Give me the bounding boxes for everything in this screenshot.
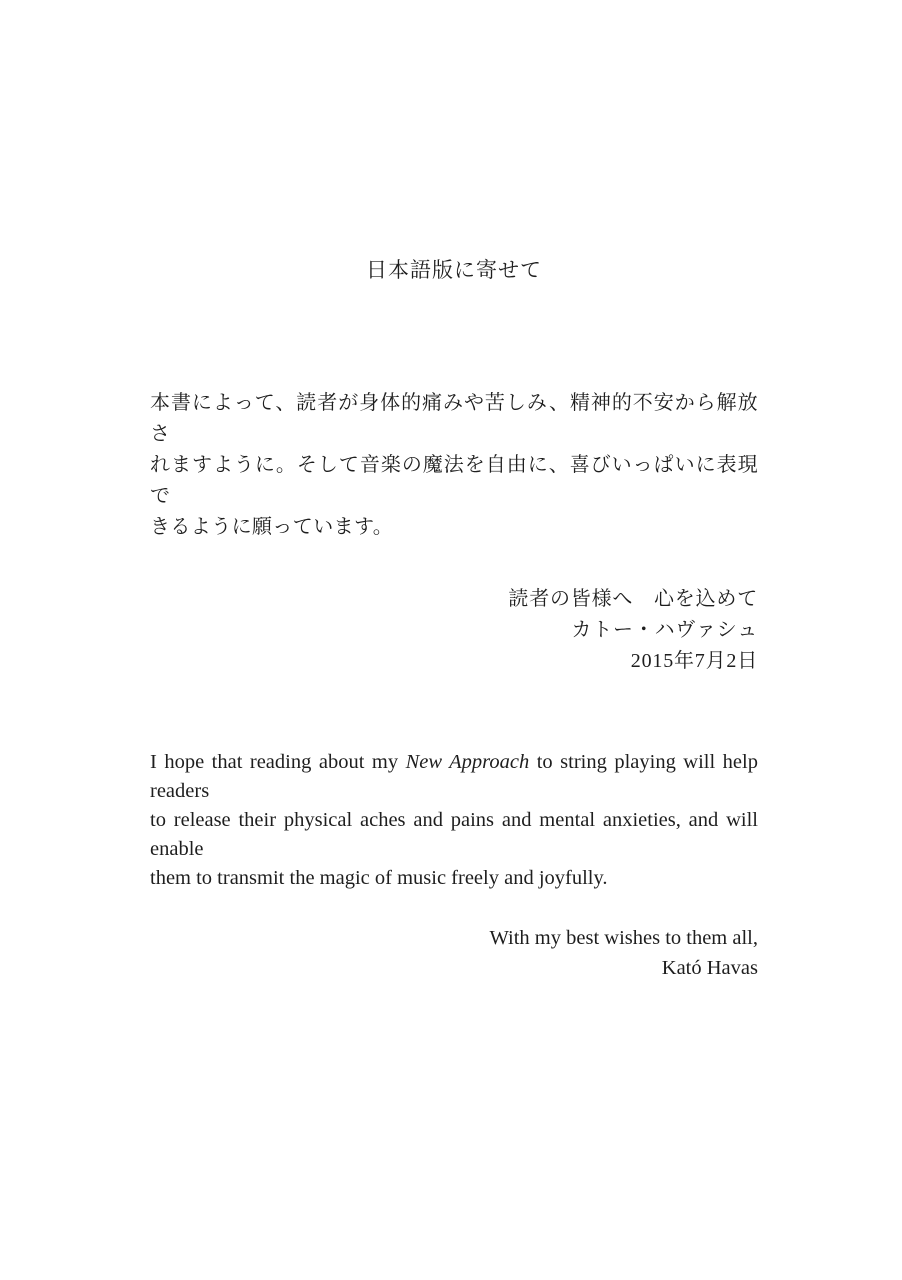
book-title-italic: New Approach [405, 751, 530, 773]
english-signoff [150, 923, 758, 983]
english-message-text: to string playing will help readers [150, 751, 758, 802]
japanese-message-line: れますように。そして音楽の魔法を自由に、喜びいっぱいに表現で [150, 454, 758, 507]
japanese-signoff-author: カトー・ハヴァシュ [571, 619, 758, 641]
english-signoff-author: Kató Havas [661, 957, 758, 979]
english-message-line: to release their physical aches and pains and mental anxieties, and will enable [150, 809, 758, 860]
japanese-message-line: きるように願っています。 [150, 516, 394, 538]
english-message-paragraph [150, 748, 758, 893]
english-message-text: I hope that reading about my [150, 751, 406, 773]
english-message-line: them to transmit the magic of music freely and joyfully. [150, 867, 608, 889]
japanese-signoff [150, 584, 758, 677]
english-signoff-wishes: With my best wishes to them all, [489, 927, 758, 949]
page-title: 日本語版に寄せて [366, 258, 542, 282]
english-message-line [150, 748, 758, 806]
japanese-message-paragraph [150, 388, 758, 543]
page-content [150, 0, 758, 983]
japanese-signoff-dedication: 読者の皆様へ 心を込めて [508, 588, 758, 610]
japanese-message-line: 本書によって、読者が身体的痛みや苦しみ、精神的不安から解放さ [150, 392, 758, 445]
japanese-signoff-date: 2015年7月2日 [630, 650, 758, 672]
